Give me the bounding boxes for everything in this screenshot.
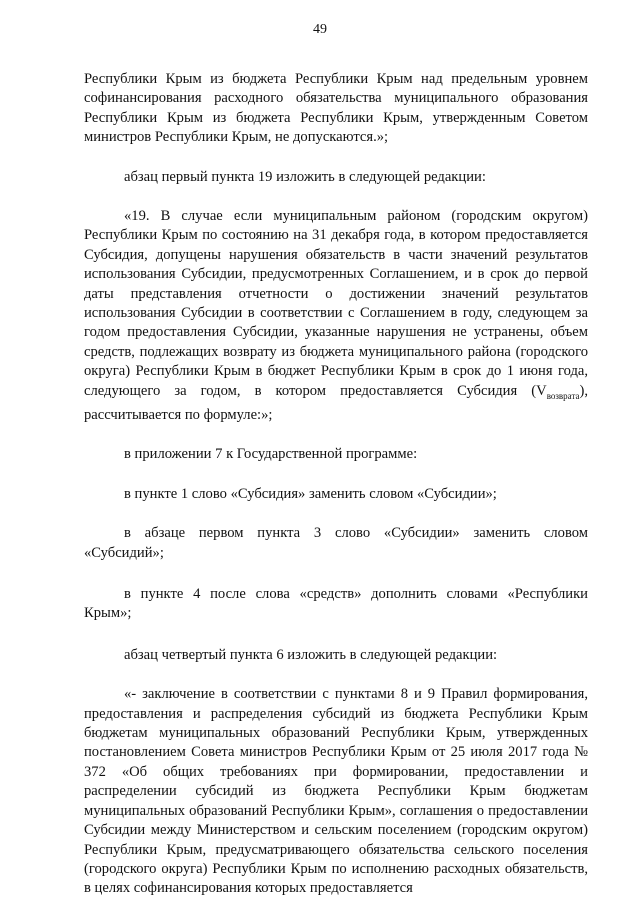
formula-tail: ), рассчитывается по формуле:»; — [84, 382, 588, 423]
paragraph-point-19-text — [84, 207, 588, 425]
paragraph-point-6-text: «- заключение в соответствии с пунктами 8 и 9 Правил формирования, предоставления и распределения субсидий из бюджета Республики Крым бюджетам муниципальных образований Республики Крым, утвержденных постановлением Совета министров Республики Крым от 25 июля 2017 года № 372 «Об общих требованиях при формировании, предоставлении и распределении субсидий из бюджета Республики Крым бюджетам муниципальных образований Республики Крым», соглашения о предоставлении Субсидии между Министерством и сельским поселением (городским округом) Республики Крым, предусматривающего обязательства сельского поселения (городского округа) Республики Крым по исполнению расходных обязательств, в целях софинансирования которых предоставляется — [84, 686, 588, 897]
paragraph-point-6-intro: абзац четвертый пункта 6 изложить в следующей редакции: — [124, 646, 498, 663]
document-body — [84, 70, 588, 919]
paragraph-point-1: в пункте 1 слово «Субсидия» заменить словом «Субсидии»; — [124, 485, 497, 502]
paragraph-point-4: в пункте 4 после слова «средств» дополнить словами «Республики Крым»; — [84, 586, 588, 622]
paragraph-amendment-19: абзац первый пункта 19 изложить в следующей редакции: — [124, 168, 486, 185]
paragraph-continuation: Республики Крым из бюджета Республики Крым над предельным уровнем софинансирования расходного обязательства муниципального образования Республики Крым из бюджета Республики Крым, утвержденным Советом министров Республики Крым, не допускаются.»; — [84, 71, 588, 146]
paragraph-point-3: в абзаце первом пункта 3 слово «Субсидии» заменить словом «Субсидий»; — [84, 525, 588, 561]
point-19-body: «19. В случае если муниципальным районом (городским округом) Республики Крым по состоянию на 31 декабря года, в котором предоставляется Субсидия, допущены нарушения обязательств в части значений результатов использования Субсидии, предусмотренных Соглашением, и в срок до первой даты представления отчетности о достижении значений результатов использования Субсидии в соответствии с Соглашением в году, следующем за годом предоставления Субсидии, указанные нарушения не устранены, объем средств, подлежащих возврату из бюджета муниципального района (городского округа) Республики Крым в бюджет Республики Крым в срок до 1 июня года, следующего за годом, в котором предоставляется Субсидия (V — [84, 208, 588, 399]
formula-subscript: возврата — [546, 390, 580, 401]
page-number: 49 — [313, 22, 327, 37]
paragraph-appendix-7: в приложении 7 к Государственной программе: — [124, 446, 418, 463]
